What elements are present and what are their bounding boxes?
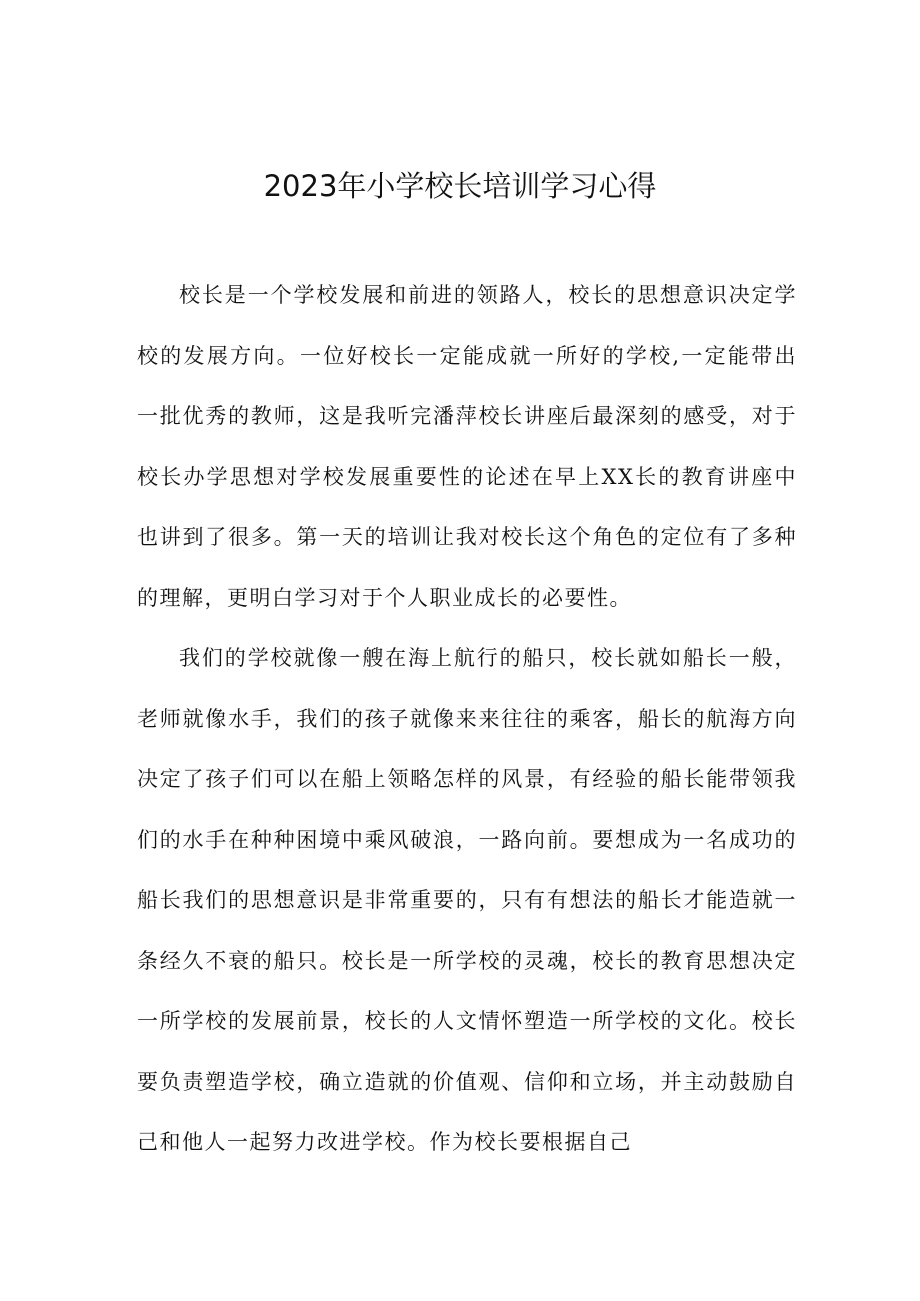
document-title: 2023年小学校长培训学习心得 bbox=[263, 169, 657, 203]
paragraph-2: 我们的学校就像一艘在海上航行的船只，校长就如船长一般，老师就像水手，我们的孩子就像来来往往的乘客，船长的航海方向决定了孩子们可以在船上领略怎样的风景，有经验的船长能带领我们的水手在种种困境中乘风破浪，一路向前。要想成为一名成功的船长我们的思想意识是非常重要的，只有有想法的船长才能造就一条经久不衰的船只。校长是一所学校的灵魂，校长的教育思想决定一所学校的发展前景，校长的人文情怀塑造一所学校的文化。校长要负责塑造学校，确立造就的价值观、信仰和立场，并主动鼓励自己和他人一起努力改进学校。作为校长要根据自己 bbox=[137, 646, 797, 1154]
document-body bbox=[137, 265, 797, 1173]
paragraph-1: 校长是一个学校发展和前进的领路人，校长的思想意识决定学校的发展方向。一位好校长一定能成就一所好的学校,一定能带出一批优秀的教师，这是我听完潘萍校长讲座后最深刻的感受，对于校长办学思想对学校发展重要性的论述在早上XX长的教育讲座中也讲到了很多。第一天的培训让我对校长这个角色的定位有了多种的理解，更明白学习对于个人职业成长的必要性。 bbox=[137, 283, 797, 610]
